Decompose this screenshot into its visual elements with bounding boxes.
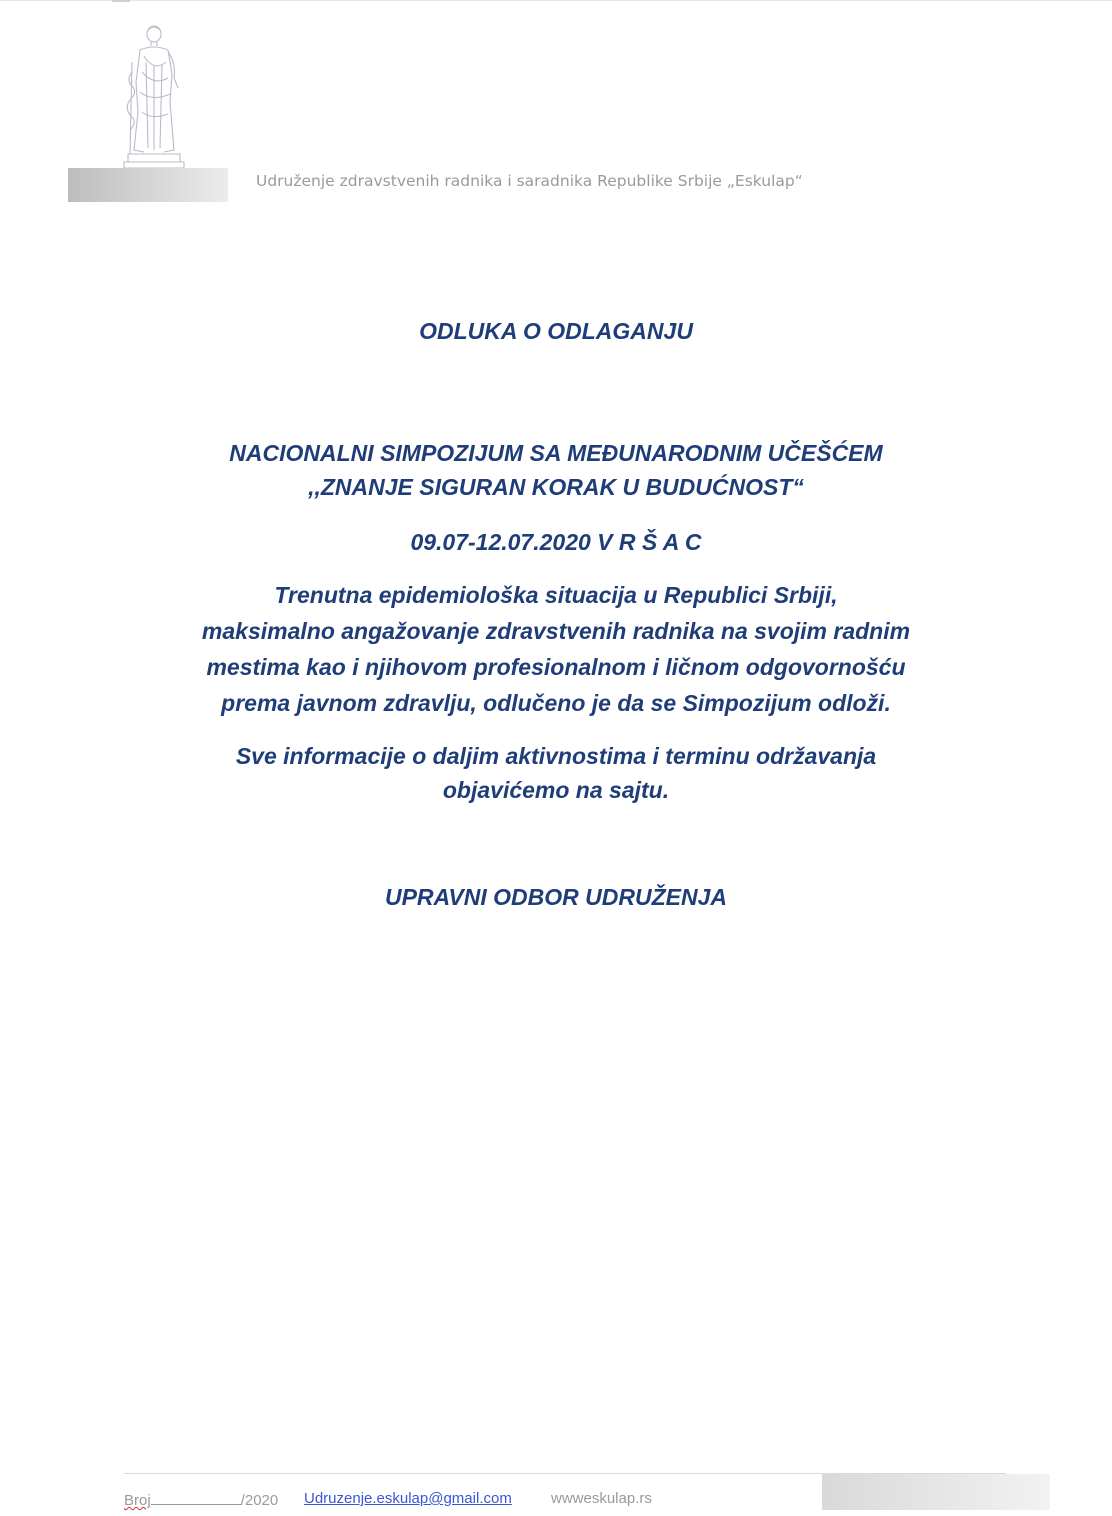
event-title-line1: NACIONALNI SIMPOZIJUM SA MEĐUNARODNIM UČEŠĆEM (229, 440, 883, 466)
body-paragraph-line: prema javnom zdravlju, odlučeno je da se Simpozijum odloži. (221, 690, 891, 716)
asclepius-statue-logo (118, 22, 192, 168)
footer-gradient-bar (822, 1474, 1050, 1510)
event-title-line2: ,,ZNANJE SIGURAN KORAK U BUDUĆNOST“ (308, 474, 804, 500)
footer-email-link[interactable]: Udruzenje.eskulap@gmail.com (304, 1490, 512, 1507)
broj-year: /2020 (240, 1492, 279, 1509)
top-marker (112, 0, 130, 2)
signature: UPRAVNI ODBOR UDRUŽENJA (384, 884, 728, 910)
info-paragraph-line: objavićemo na sajtu. (442, 777, 670, 803)
header-gradient-bar (68, 168, 228, 202)
broj-blank (151, 1490, 241, 1505)
body-paragraph-line: Trenutna epidemiološka situacija u Republici Srbiji, (274, 582, 838, 608)
document-title: ODLUKA O ODLAGANJU (419, 318, 693, 344)
top-border (0, 0, 1112, 1)
event-date-place: 09.07-12.07.2020 V R Š A C (410, 529, 702, 555)
info-paragraph-line: Sve informacije o daljim aktivnostima i terminu održavanja (235, 743, 877, 769)
body-paragraph-line: maksimalno angažovanje zdravstvenih radnika na svojim radnim (201, 618, 911, 644)
footer-reference-number (124, 1490, 278, 1509)
organization-name: Udruženje zdravstvenih radnika i saradnika Republike Srbije „Eskulap“ (256, 172, 803, 190)
body-paragraph-line: mestima kao i njihovom profesionalnom i ličnom odgovornošću (206, 654, 906, 680)
broj-label: Broj (124, 1492, 151, 1509)
footer-website: wwweskulap.rs (551, 1490, 652, 1507)
